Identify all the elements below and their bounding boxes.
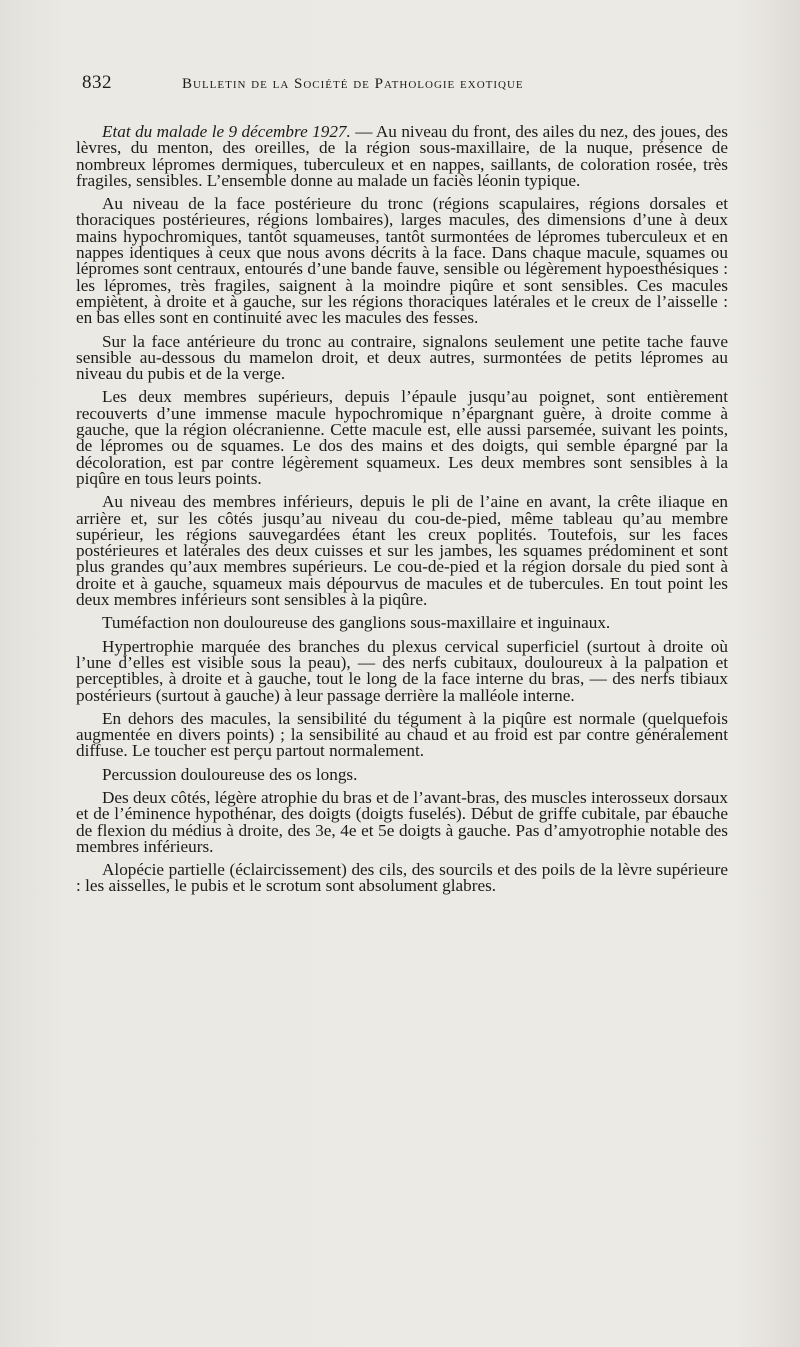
paragraph-1	[76, 124, 728, 189]
running-title: Bulletin de la Société de Pathologie exotique	[182, 76, 524, 92]
body-text	[76, 124, 728, 902]
page-header	[82, 72, 732, 102]
paragraph-10: Des deux côtés, légère atrophie du bras et de l’avant-bras, des muscles interosseux dorsaux et de l’éminence hypothénar, des doigts (doigts fuselés). Début de griffe cubitale, par ébauche de flexion du médius à droite, des 3e, 4e et 5e doigts à gauche. Pas d’amyotrophie notable des membres inférieurs.	[76, 787, 728, 856]
paragraph-4: Les deux membres supérieurs, depuis l’épaule jusqu’au poignet, sont entièrement recouverts d’une immense macule hypochromique n’épargnant guère, à droite comme à gauche, que la région olécranienne. Cette macule est, elle aussi parsemée, suivant les points, de lépromes ou de squames. Le dos des mains et des doigts, qui semble épargné par la décoloration, est par contre légèrement squameux. Les deux membres sont sensibles à la piqûre en tous leurs points.	[76, 387, 728, 488]
paragraph-8: En dehors des macules, la sensibilité du tégument à la piqûre est normale (quelquefois augmentée en divers points) ; la sensibilité au chaud et au froid est par contre généralement diffuse. Le toucher est perçu partout normalement.	[76, 708, 728, 761]
paragraph-2: Au niveau de la face postérieure du tronc (régions scapulaires, régions dorsales et thoraciques postérieures, régions lombaires), larges macules, des dimensions d’une à deux mains hypochromiques, tantôt squameuses, tantôt surmontées de lépromes tuberculeux et en nappes identiques à ceux que nous avons décrits à la face. Dans chaque macule, squames ou lépromes sont centraux, entourés d’une bande fauve, sensible ou légèrement hypoesthésiques : les lépromes, très fragiles, saignent à la moindre piqûre et sont sensibles. Ces macules empiètent, à droite et à gauche, sur les régions thoraciques latérales et le creux de l’aisselle : en bas elles sont en continuité avec les macules des fesses.	[76, 194, 728, 328]
paragraph-9: Percussion douloureuse des os longs.	[102, 764, 358, 784]
paragraph-3: Sur la face antérieure du tronc au contraire, signalons seulement une petite tache fauve sensible au-dessous du mamelon droit, et deux autres, surmontées de petits lépromes au niveau du pubis et de la verge.	[76, 331, 728, 384]
paragraph-5: Au niveau des membres inférieurs, depuis le pli de l’aine en avant, la crête iliaque en arrière et, sur les côtés jusqu’au niveau du cou-de-pied, même tableau qu’au membre supérieur, les régions sauvegardées étant les creux poplités. Toutefois, sur les faces postérieures et latérales des deux cuisses et sur les jambes, les squames prédominent et sont plus grandes qu’aux membres supérieurs. Le cou-de-pied et la région dorsale du pied sont à droite et à gauche, squameux mais dépourvus de macules et de tubercules. En tout point les deux membres inférieurs sont sensibles à la piqûre.	[76, 492, 728, 610]
paragraph-6: Tuméfaction non douloureuse des ganglions sous-maxillaire et inguinaux.	[102, 613, 611, 633]
paragraph-11: Alopécie partielle (éclaircissement) des cils, des sourcils et des poils de la lèvre supérieure : les aisselles, le pubis et le scrotum sont absolument glabres.	[76, 860, 728, 896]
paragraph-1-lead: Etat du malade le 9 décembre 1927.	[102, 122, 351, 141]
paragraph-1-text: — Au niveau du front, des ailes du nez, des joues, des lèvres, du menton, des oreilles, de la région sous-maxillaire, de la nuque, présence de nombreux lépromes dermiques, tuberculeux et en nappes, saillants, de coloration rosée, très fragiles, sensibles. L’ensemble donne au malade un faciès léonin typique.	[76, 122, 728, 190]
page-number: 832	[82, 72, 112, 93]
paragraph-7: Hypertrophie marquée des branches du plexus cervical superficiel (surtout à droite où l’une d’elles est visible sous la peau), — des nerfs cubitaux, douloureux à la palpation et perceptibles, à droite et à gauche, tout le long de la face interne du bras, — des nerfs tibiaux postérieurs (surtout à gauche) à leur passage derrière la malléole interne.	[76, 636, 728, 705]
